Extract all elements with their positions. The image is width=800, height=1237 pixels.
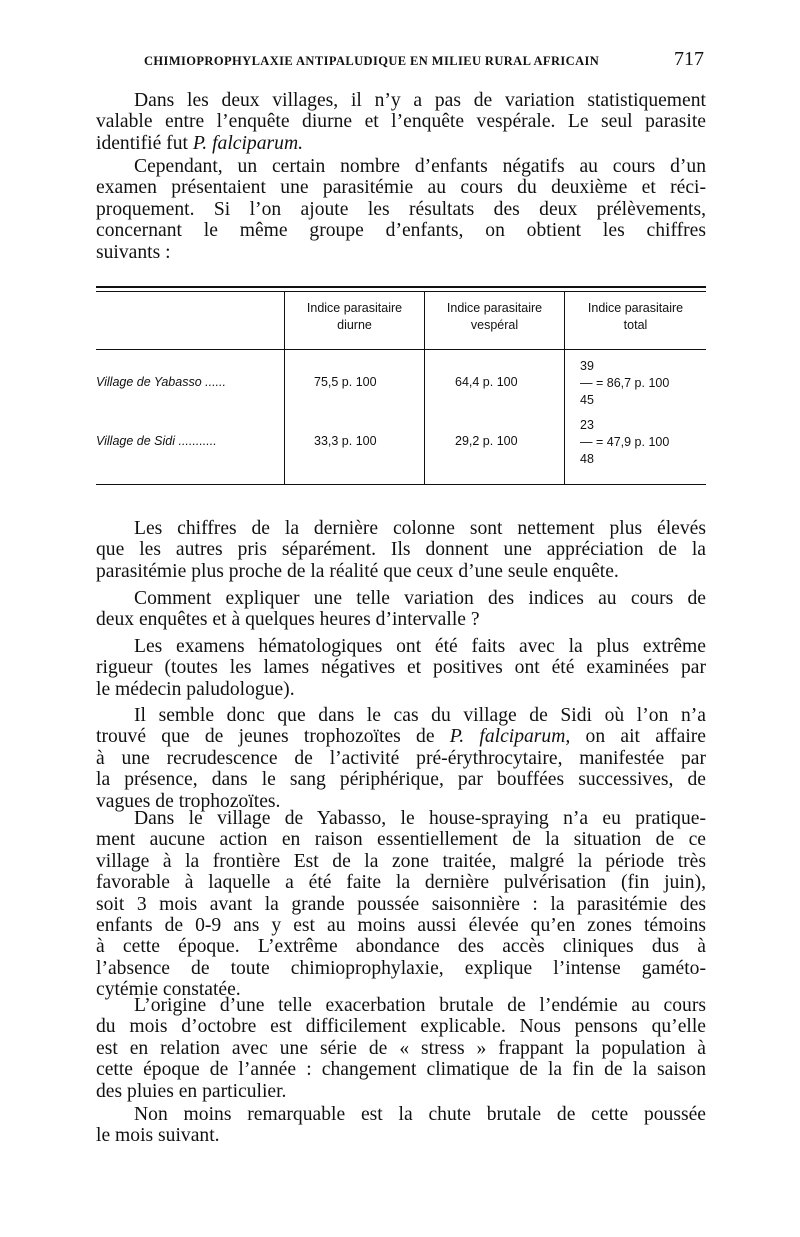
text-line: cytémie constatée. [96,979,241,1001]
paragraph-4 [96,588,706,631]
text-line: du mois d’octobre est difficilement explicable. Nous pensons qu’elle [96,1016,706,1038]
paragraph-3 [96,518,706,582]
column-header-total [565,300,706,334]
cell-sidi-diurne: 33,3 p. 100 [314,434,377,448]
cell-sidi-vesperal: 29,2 p. 100 [455,434,518,448]
column-header-vesperal [425,300,564,334]
text-line: village à la frontière Est de la zone traitée, malgré la période très [96,850,706,872]
text-line: soit 3 mois avant la grande poussée saisonnière : la parasitémie des [96,893,706,915]
text-line: vagues de trophozoïtes. [96,790,281,812]
text-line [96,133,706,154]
page-number: 717 [674,48,704,70]
fraction-result: — = 86,7 p. 100 [580,376,670,390]
text-line: Cependant, un certain nombre d’enfants négatifs au cours d’un [134,156,706,177]
species-name: P. falciparum. [192,132,303,154]
paragraph-6 [96,705,706,812]
header-line: Indice parasitaire [446,301,543,315]
header-line: Indice parasitaire [306,301,403,315]
fraction-numerator: 23 [580,418,594,432]
text-line: favorable à laquelle a été faite la dernière pulvérisation (fin juin), [96,872,706,894]
header-line: vespéral [470,318,519,332]
fraction-denominator: 45 [580,393,594,407]
paragraph-2 [96,156,706,263]
cell-yabasso-vesperal: 64,4 p. 100 [455,375,518,389]
text-line: valable entre l’enquête diurne et l’enquête vespérale. Le seul parasite [96,111,706,133]
text-line: Dans les deux villages, il n’y a pas de variation statistiquement [134,90,706,111]
table-rule [96,291,706,292]
header-line: Indice parasitaire [587,301,684,315]
text-line: deux enquêtes et à quelques heures d’intervalle ? [96,609,480,631]
paragraph-5 [96,636,706,700]
text-line: Comment expliquer une telle variation des indices au cours de [134,588,706,609]
table-rule [96,349,706,350]
text-line: est en relation avec une série de « stress » frappant la population à [96,1037,706,1059]
paragraph-8 [96,995,706,1102]
row-label-sidi: Village de Sidi ........... [96,434,217,448]
parasite-index-table [96,286,706,486]
running-title: CHIMIOPROPHYLAXIE ANTIPALUDIQUE EN MILIEU RURAL AFRICAIN [144,54,600,68]
table-rule [96,484,706,485]
text-line: Il semble donc que dans le cas du village de Sidi où l’on n’a [134,705,706,726]
cell-yabasso-diurne: 75,5 p. 100 [314,375,377,389]
text-line: concernant le même groupe d’enfants, on obtient les chiffres [96,220,706,242]
text-line [96,726,706,747]
text-line: suivants : [96,241,171,263]
fraction-numerator: 39 [580,359,594,373]
text-line: Dans le village de Yabasso, le house-spraying n’a eu pratique- [134,808,706,829]
paragraph-7 [96,808,706,1001]
text-line: proquement. Si l’on ajoute les résultats des deux prélèvements, [96,198,706,220]
text-line: Non moins remarquable est la chute brutale de cette poussée [134,1104,706,1125]
text-line: examen présentaient une parasitémie au cours du deuxième et réci- [96,177,706,199]
text-line: l’absence de toute chimioprophylaxie, explique l’intense gaméto- [96,957,706,979]
text-line: le mois suivant. [96,1125,220,1147]
text-line: rigueur (toutes les lames négatives et positives ont été examinées par [96,657,706,679]
text-segment: trouvé que de jeunes trophozoïtes de [96,726,450,748]
fraction-result: — = 47,9 p. 100 [580,435,670,449]
text-line: L’origine d’une telle exacerbation brutale de l’endémie au cours [134,995,706,1016]
cell-yabasso-total [580,358,669,409]
running-head [96,48,708,76]
column-header-diurne [285,300,424,334]
text-segment: identifié fut [96,132,193,154]
text-line: des pluies en particulier. [96,1080,287,1102]
table-rule [96,286,706,288]
text-line: que les autres pris séparément. Ils donnent une appréciation de la [96,539,706,561]
text-line: la présence, dans le sang périphérique, par bouffées successives, de [96,769,706,791]
header-line: diurne [337,318,372,332]
fraction-denominator: 48 [580,452,594,466]
text-line: à cette époque. L’extrême abondance des accès cliniques dus à [96,936,706,958]
text-segment: on ait affaire [570,726,706,748]
text-line: à une recrudescence de l’activité pré-érythrocytaire, manifestée par [96,747,706,769]
header-line: total [623,318,648,332]
species-name: P. falciparum, [449,726,571,748]
text-line: enfants de 0-9 ans y est au moins aussi élevée qu’en zones témoins [96,915,706,937]
text-line: parasitémie plus proche de la réalité que ceux d’une seule enquête. [96,560,619,582]
text-line: cette époque de l’année : changement climatique de la fin de la saison [96,1059,706,1081]
text-line: ment aucune action en raison essentiellement de la situation de ce [96,829,706,851]
paragraph-9 [96,1104,706,1147]
cell-sidi-total [580,417,669,468]
text-line: le médecin paludologue). [96,678,295,700]
paragraph-1 [96,90,706,154]
row-label-yabasso: Village de Yabasso ...... [96,375,226,389]
text-line: Les examens hématologiques ont été faits avec la plus extrême [134,636,706,657]
text-line: Les chiffres de la dernière colonne sont nettement plus élevés [134,518,706,539]
